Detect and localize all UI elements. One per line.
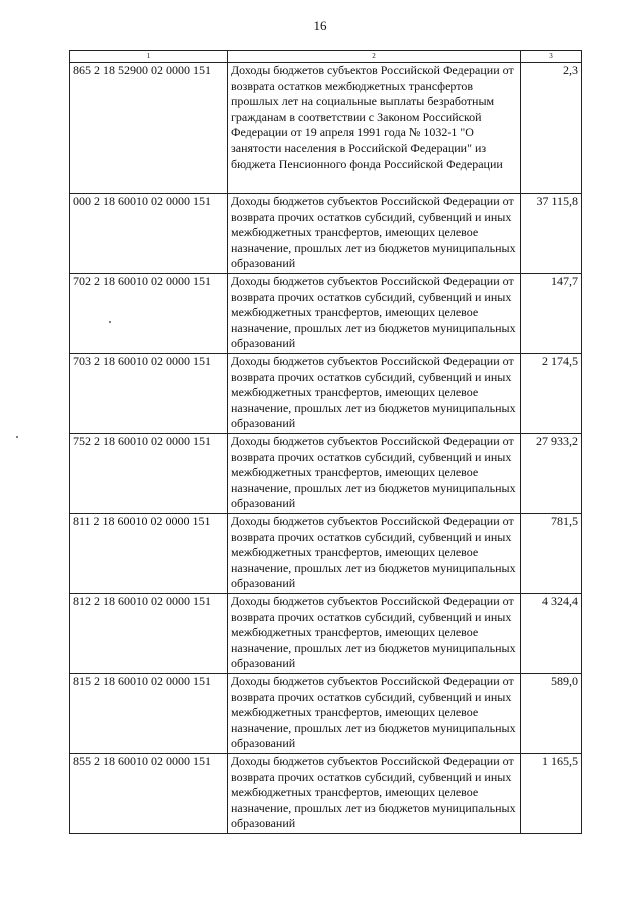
revenue-description-cell: Доходы бюджетов субъектов Российской Федерации от возврата прочих остатков субсидий, субвенций и иных межбюджетных трансфертов, имеющих целевое назначение, прошлых лет из бюджетов муниципальных образований — [228, 514, 521, 594]
table-row — [70, 514, 582, 594]
revenue-code-cell: 865 2 18 52900 02 0000 151 — [70, 63, 228, 194]
revenue-amount-cell: 1 165,5 — [521, 754, 582, 834]
revenue-code-cell: 811 2 18 60010 02 0000 151 — [70, 514, 228, 594]
revenue-description-cell: Доходы бюджетов субъектов Российской Федерации от возврата прочих остатков субсидий, субвенций и иных межбюджетных трансфертов, имеющих целевое назначение, прошлых лет из бюджетов муниципальных образований — [228, 434, 521, 514]
revenue-description-cell: Доходы бюджетов субъектов Российской Федерации от возврата прочих остатков субсидий, субвенций и иных межбюджетных трансфертов, имеющих целевое назначение, прошлых лет из бюджетов муниципальных образований — [228, 274, 521, 354]
table-row — [70, 754, 582, 834]
scan-speck — [16, 436, 18, 438]
revenue-description-cell: Доходы бюджетов субъектов Российской Федерации от возврата прочих остатков субсидий, субвенций и иных межбюджетных трансфертов, имеющих целевое назначение, прошлых лет из бюджетов муниципальных образований — [228, 754, 521, 834]
column-header-description: 2 — [228, 51, 521, 63]
table-row — [70, 354, 582, 434]
table-row — [70, 63, 582, 194]
revenue-amount-cell: 27 933,2 — [521, 434, 582, 514]
revenue-code-cell: 703 2 18 60010 02 0000 151 — [70, 354, 228, 434]
revenue-description-cell: Доходы бюджетов субъектов Российской Федерации от возврата прочих остатков субсидий, субвенций и иных межбюджетных трансфертов, имеющих целевое назначение, прошлых лет из бюджетов муниципальных образований — [228, 194, 521, 274]
revenue-amount-cell: 4 324,4 — [521, 594, 582, 674]
revenue-code-cell: 000 2 18 60010 02 0000 151 — [70, 194, 228, 274]
revenue-code-cell: 855 2 18 60010 02 0000 151 — [70, 754, 228, 834]
table-row — [70, 274, 582, 354]
revenue-description-cell: Доходы бюджетов субъектов Российской Федерации от возврата прочих остатков субсидий, субвенций и иных межбюджетных трансфертов, имеющих целевое назначение, прошлых лет из бюджетов муниципальных образований — [228, 594, 521, 674]
revenue-amount-cell: 589,0 — [521, 674, 582, 754]
revenue-code-cell: 815 2 18 60010 02 0000 151 — [70, 674, 228, 754]
revenue-amount-cell: 2 174,5 — [521, 354, 582, 434]
table-header-row — [70, 51, 582, 63]
table-row — [70, 434, 582, 514]
revenue-description-cell: Доходы бюджетов субъектов Российской Федерации от возврата прочих остатков субсидий, субвенций и иных межбюджетных трансфертов, имеющих целевое назначение, прошлых лет из бюджетов муниципальных образований — [228, 674, 521, 754]
column-header-amount: 3 — [521, 51, 582, 63]
table-row — [70, 594, 582, 674]
revenue-amount-cell: 2,3 — [521, 63, 582, 194]
table-row — [70, 194, 582, 274]
revenue-code-cell: 812 2 18 60010 02 0000 151 — [70, 594, 228, 674]
column-header-code: 1 — [70, 51, 228, 63]
table-row — [70, 674, 582, 754]
scan-speck — [109, 321, 111, 323]
revenue-code-cell: 752 2 18 60010 02 0000 151 — [70, 434, 228, 514]
revenue-code-cell: 702 2 18 60010 02 0000 151 — [70, 274, 228, 354]
budget-revenue-table — [69, 50, 582, 834]
page-number: 16 — [313, 18, 327, 33]
revenue-amount-cell: 781,5 — [521, 514, 582, 594]
revenue-description-cell: Доходы бюджетов субъектов Российской Федерации от возврата остатков межбюджетных трансфертов прошлых лет на социальные выплаты безработным гражданам в соответствии с Законом Российской Федерации от 19 апреля 1991 года № 1032-1 "О занятости населения в Российской Федерации" из бюджета Пенсионного фонда Российской Федерации — [228, 63, 521, 194]
revenue-description-cell: Доходы бюджетов субъектов Российской Федерации от возврата прочих остатков субсидий, субвенций и иных межбюджетных трансфертов, имеющих целевое назначение, прошлых лет из бюджетов муниципальных образований — [228, 354, 521, 434]
revenue-amount-cell: 37 115,8 — [521, 194, 582, 274]
revenue-amount-cell: 147,7 — [521, 274, 582, 354]
